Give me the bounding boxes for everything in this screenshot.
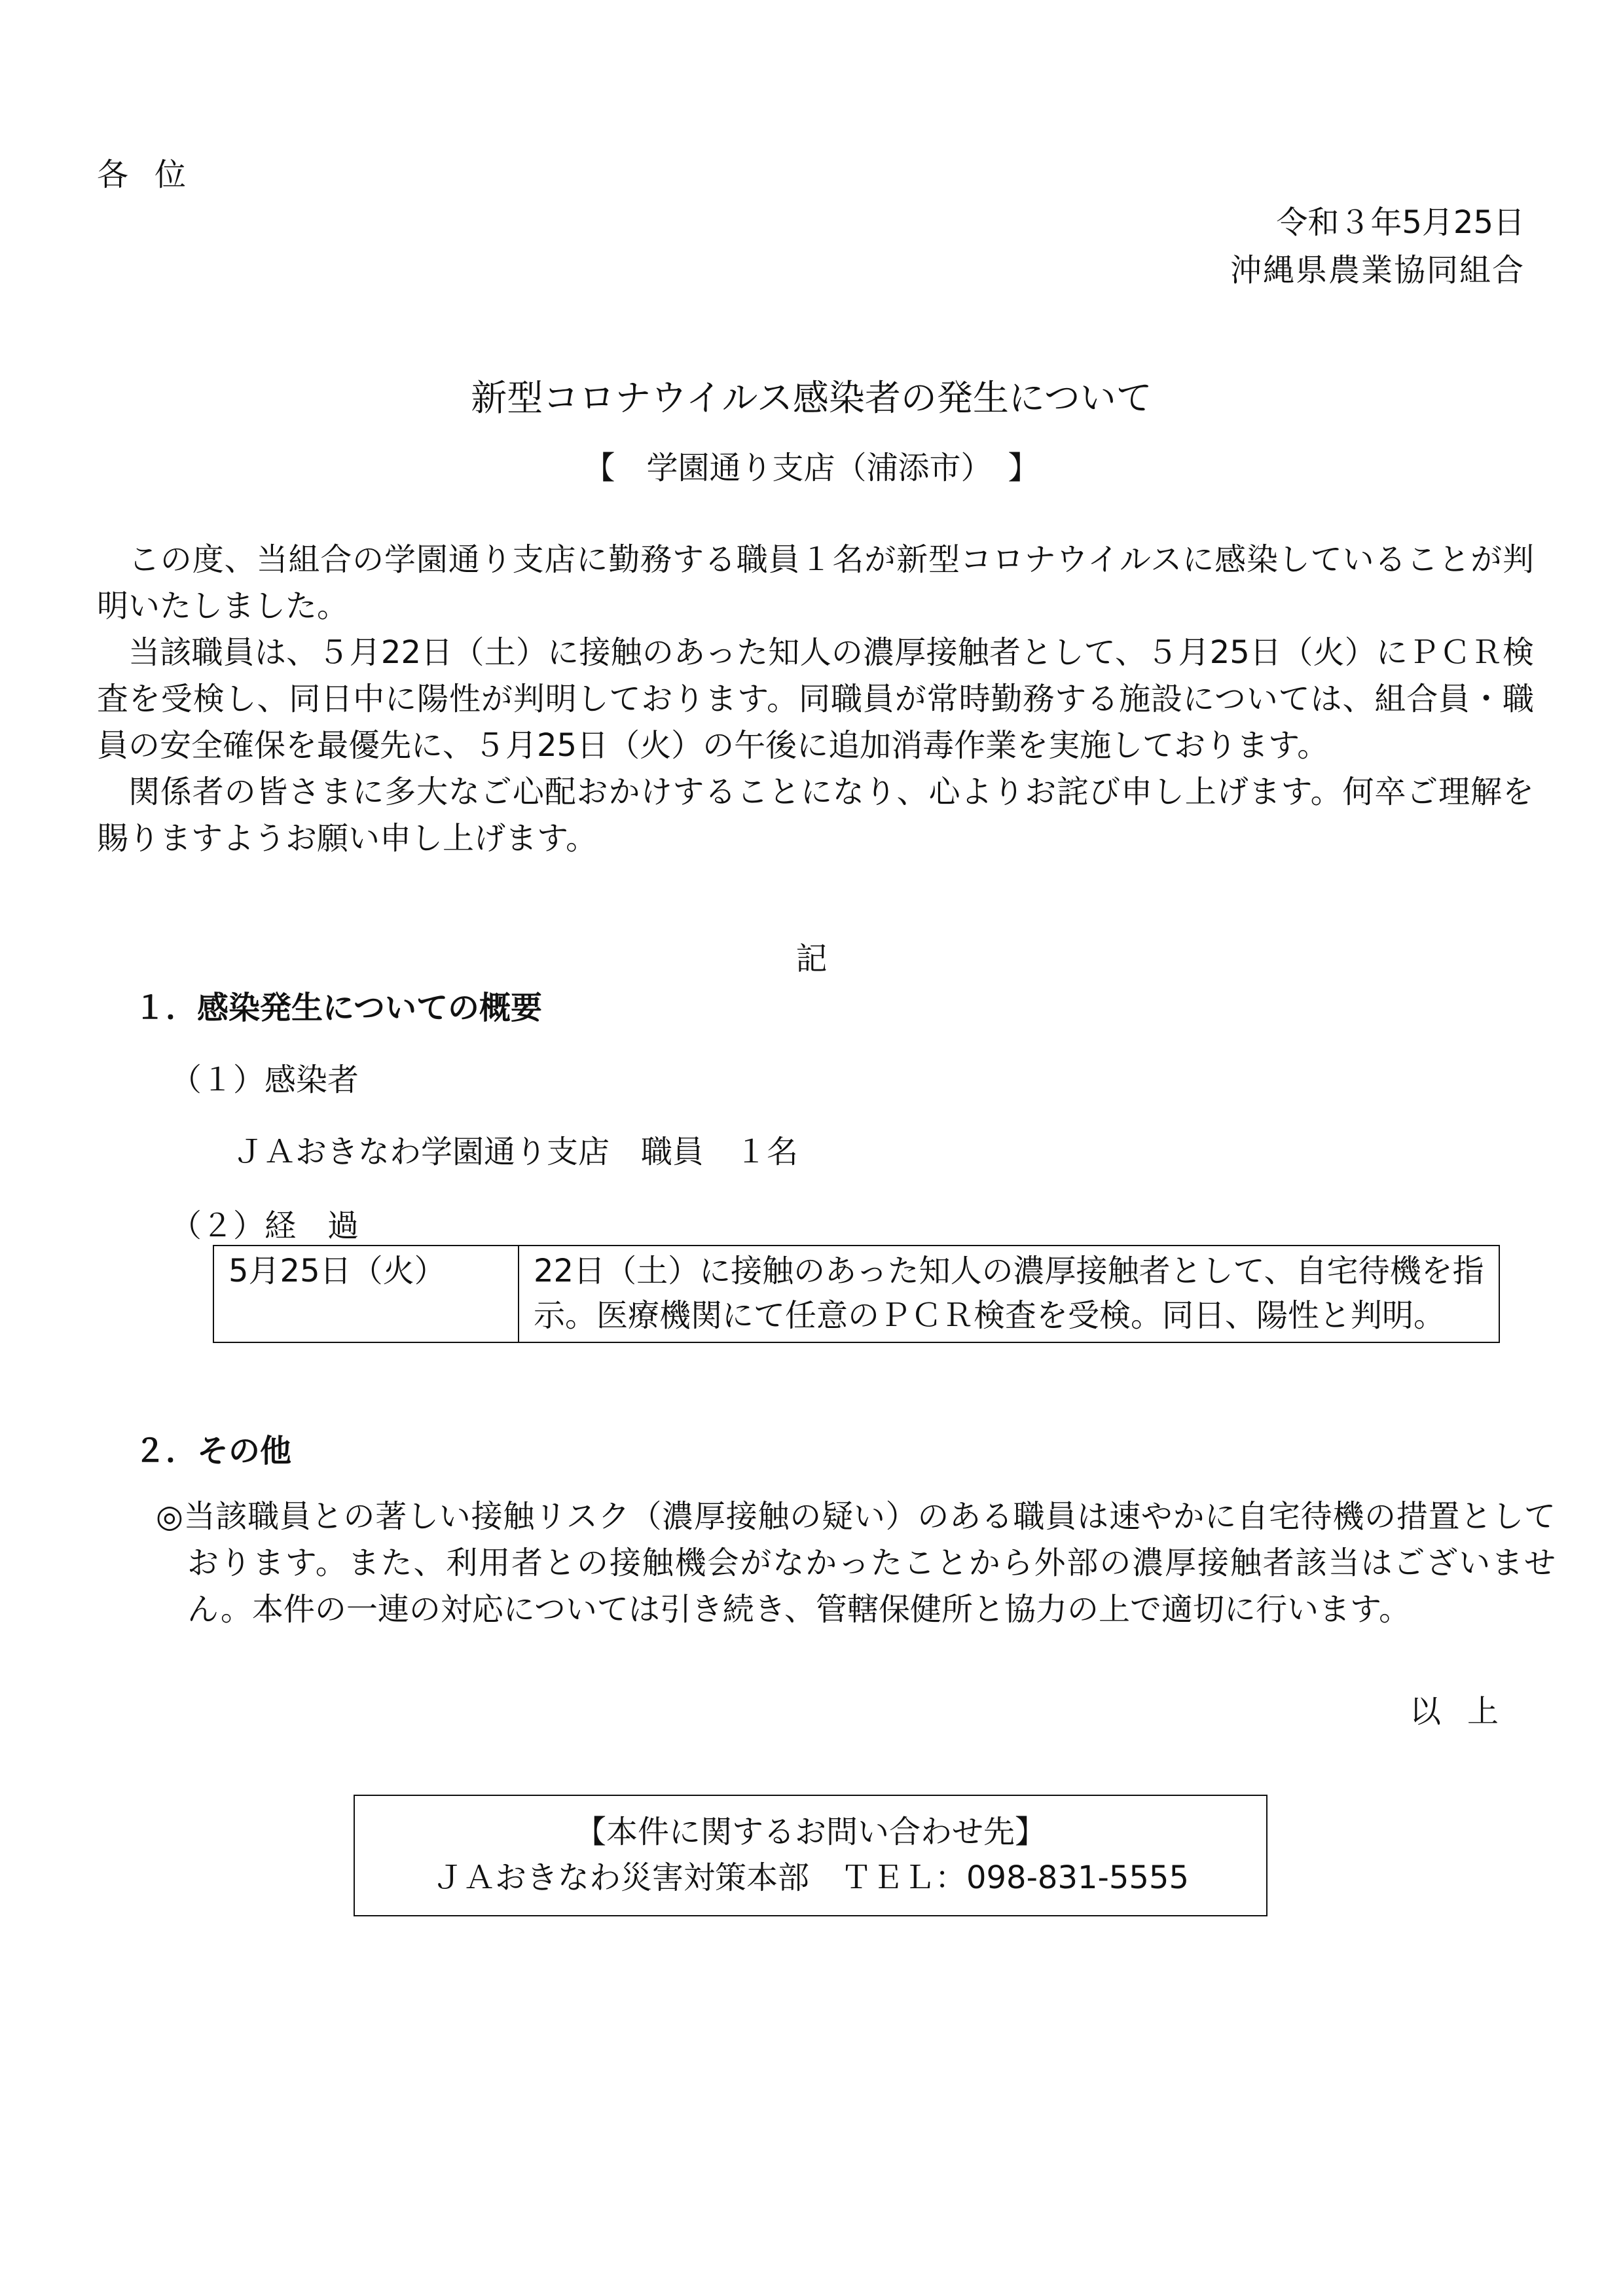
document-date: 令和３年5月25日 xyxy=(1276,204,1525,241)
ki-marker: 記 xyxy=(795,941,828,977)
addressee: 各位 xyxy=(97,156,213,193)
contact-box xyxy=(354,1795,1267,1916)
document-subtitle: 【 学園通り支店（浦添市） 】 xyxy=(583,450,1040,486)
timeline-description-cell: 22日（土）に接触のあった知人の濃厚接触者として、自宅待機を指示。医療機関にて任意のＰＣＲ検査を受検。同日、陽性と判明。 xyxy=(519,1246,1499,1342)
timeline-label: （２）経 過 xyxy=(170,1208,359,1244)
document-title: 新型コロナウイルス感染者の発生について xyxy=(471,377,1152,419)
body-text xyxy=(97,537,1534,862)
infected-detail: ＪＡおきなわ学園通り支店 職員 １名 xyxy=(232,1134,799,1170)
table-row xyxy=(213,1246,1499,1342)
body-paragraph-2: 当該職員は、５月22日（土）に接触のあった知人の濃厚接触者として、５月25日（火）にＰＣＲ検査を受検し、同日中に陽性が判明しております。同職員が常時勤務する施設については、組合員・職員の安全確保を最優先に、５月25日（火）の午後に追加消毒作業を実施しております。 xyxy=(97,634,1534,764)
section-2-body: ◎当該職員との著しい接触リスク（濃厚接触の疑い）のある職員は速やかに自宅待機の措置としております。また、利用者との接触機会がなかったことから外部の濃厚接触者該当はございません。本件の一連の対応については引き続き、管轄保健所と協力の上で適切に行います。 xyxy=(156,1498,1556,1628)
body-paragraph-3: 関係者の皆さまに多大なご心配おかけすることになり、心よりお詫び申し上げます。何卒ご理解を賜りますようお願い申し上げます。 xyxy=(97,774,1534,857)
section-1-heading: １．感染発生についての概要 xyxy=(134,990,543,1026)
body-paragraph-1: この度、当組合の学園通り支店に勤務する職員１名が新型コロナウイルスに感染していることが判明いたしました。 xyxy=(97,541,1534,624)
section-2-heading: ２．その他 xyxy=(134,1433,292,1469)
timeline-date-cell: 5月25日（火） xyxy=(213,1246,519,1342)
contact-heading: 【本件に関するお問い合わせ先】 xyxy=(574,1814,1046,1850)
closing-mark: 以上 xyxy=(1409,1693,1525,1730)
contact-info: ＪＡおきなわ災害対策本部 ＴＥＬ：098-831-5555 xyxy=(431,1859,1190,1896)
timeline-table xyxy=(213,1245,1500,1343)
organization-name: 沖縄県農業協同組合 xyxy=(1230,252,1525,289)
infected-label: （１）感染者 xyxy=(170,1062,359,1098)
